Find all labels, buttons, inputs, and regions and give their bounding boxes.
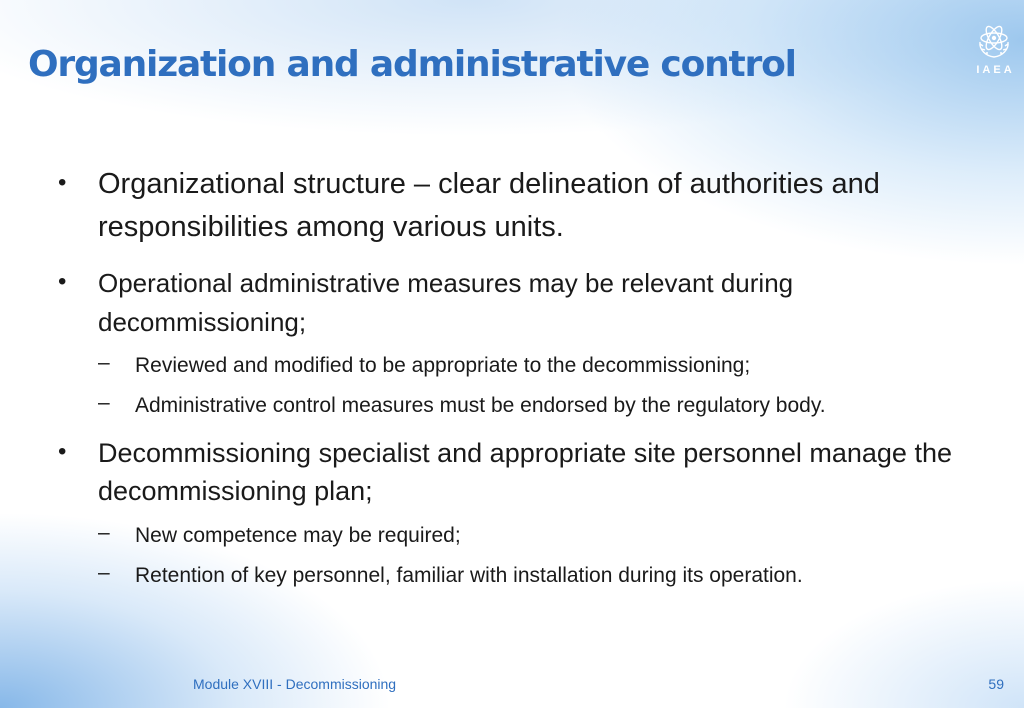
footer-module-label: Module XVIII - Decommissioning: [193, 676, 397, 692]
sub-item-text: Retention of key personnel, familiar with installation during its operation.: [135, 564, 803, 587]
sub-item-marker: –: [98, 521, 110, 544]
sub-item-text: Reviewed and modified to be appropriate to the decommissioning;: [135, 354, 751, 377]
sub-item-text: New competence may be required;: [135, 524, 461, 547]
bullet-marker: •: [58, 268, 67, 295]
sub-item-text: Administrative control measures must be endorsed by the regulatory body.: [135, 394, 826, 417]
sub-item-marker: –: [98, 561, 110, 584]
bullet-marker: •: [58, 438, 67, 465]
bullet-text: Organizational structure – clear delineation of authorities and responsibilities among various units.: [98, 168, 880, 243]
bullet-item-1: [58, 163, 978, 253]
bullet-item-3: [58, 434, 978, 514]
bullet-item-2: [58, 264, 978, 344]
sub-item-marker: –: [98, 391, 110, 414]
page-number: 59: [988, 676, 1004, 692]
bullet-text: Decommissioning specialist and appropriate site personnel manage the decommissioning plan;: [98, 438, 952, 506]
bullet-text: Operational administrative measures may be relevant during decommissioning;: [98, 268, 794, 337]
sub-item-marker: –: [98, 351, 110, 374]
slide-title: Organization and administrative control: [28, 44, 796, 85]
bullet-marker: •: [58, 169, 67, 196]
iaea-logo-text: IAEA: [976, 64, 1015, 76]
